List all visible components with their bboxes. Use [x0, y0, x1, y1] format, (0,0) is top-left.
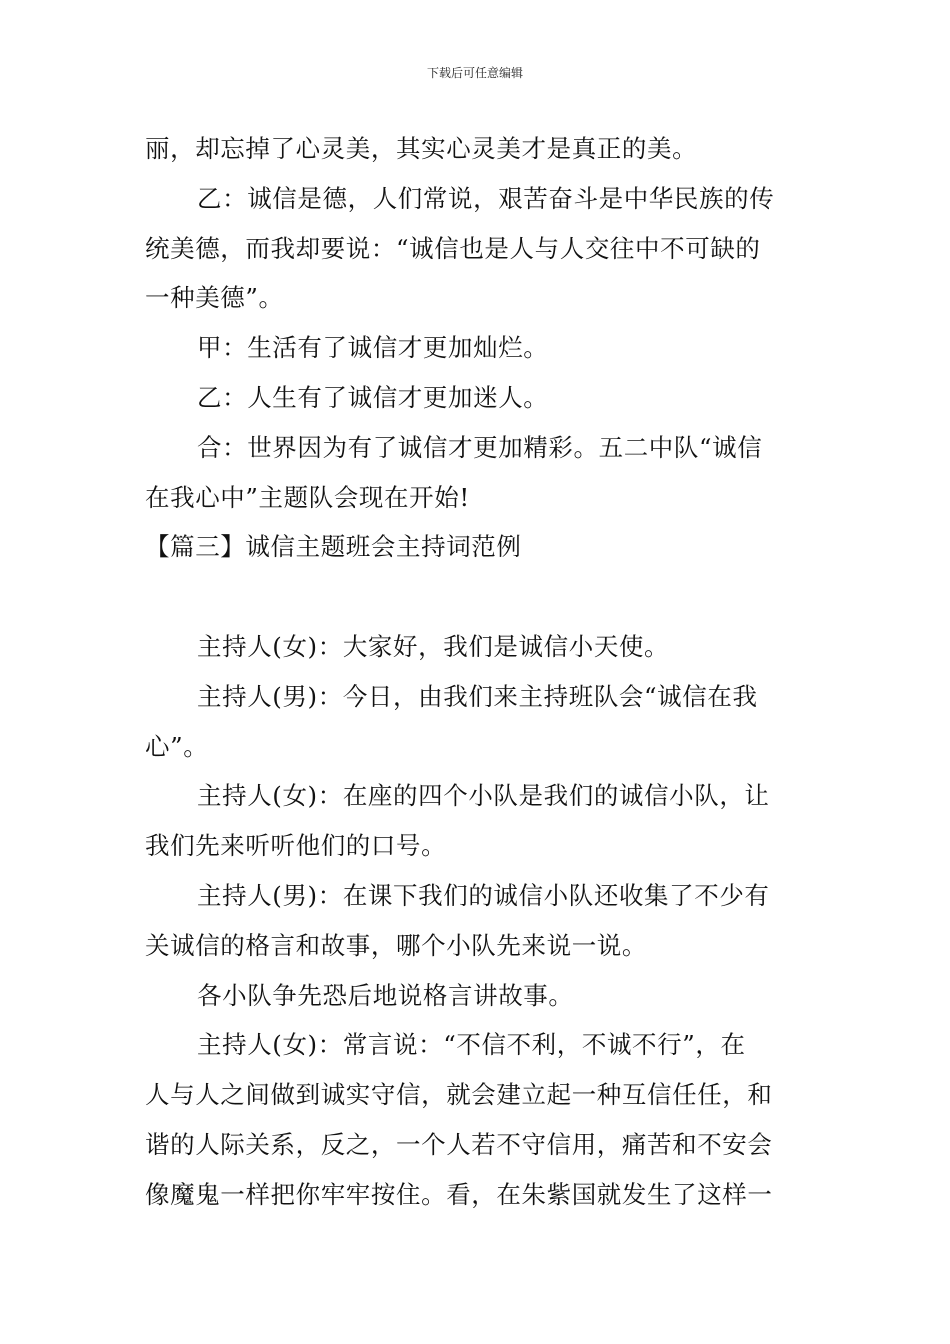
text-line: 主持人(女)：常言说：“不信不利，不诚不行”，在	[197, 1030, 746, 1060]
text-line: 乙：人生有了诚信才更加迷人。	[197, 382, 549, 412]
text-line: 主持人(女)：大家好，我们是诚信小天使。	[197, 631, 670, 661]
text-line: 甲：生活有了诚信才更加灿烂。	[197, 333, 549, 363]
text-line: 像魔鬼一样把你牢牢按住。看，在朱紫国就发生了这样一	[145, 1179, 773, 1209]
blank-line	[145, 572, 807, 622]
text-line: 主持人(男)：今日，由我们来主持班队会“诚信在我	[197, 681, 758, 711]
page-header-note: 下载后可任意编辑	[426, 66, 523, 80]
text-line: 主持人(男)：在课下我们的诚信小队还收集了不少有	[197, 880, 770, 910]
text-line: 我们先来听听他们的口号。	[145, 831, 447, 861]
text-line: 乙：诚信是德，人们常说，艰苦奋斗是中华民族的传	[197, 183, 775, 213]
text-line: 人与人之间做到诚实守信，就会建立起一种互信任任，和	[145, 1080, 773, 1110]
text-line: 在我心中”主题队会现在开始!	[145, 482, 470, 512]
text-line: 一种美德”。	[145, 283, 284, 313]
text-line: 合：世界因为有了诚信才更加精彩。五二中队“诚信	[197, 432, 763, 462]
text-line: 丽，却忘掉了心灵美，其实心灵美才是真正的美。	[145, 134, 698, 163]
text-line: 心”。	[145, 731, 209, 761]
text-line: 谐的人际关系，反之，一个人若不守信用，痛苦和不安会	[145, 1129, 773, 1159]
document-body	[145, 124, 807, 1220]
text-line: 关诚信的格言和故事，哪个小队先来说一说。	[145, 930, 647, 960]
section-heading: 【篇三】诚信主题班会主持词范例	[145, 532, 522, 562]
text-line: 统美德，而我却要说：“诚信也是人与人交往中不可缺的	[145, 233, 761, 263]
text-line: 主持人(女)：在座的四个小队是我们的诚信小队，让	[197, 781, 770, 811]
text-line: 各小队争先恐后地说格言讲故事。	[197, 980, 574, 1010]
